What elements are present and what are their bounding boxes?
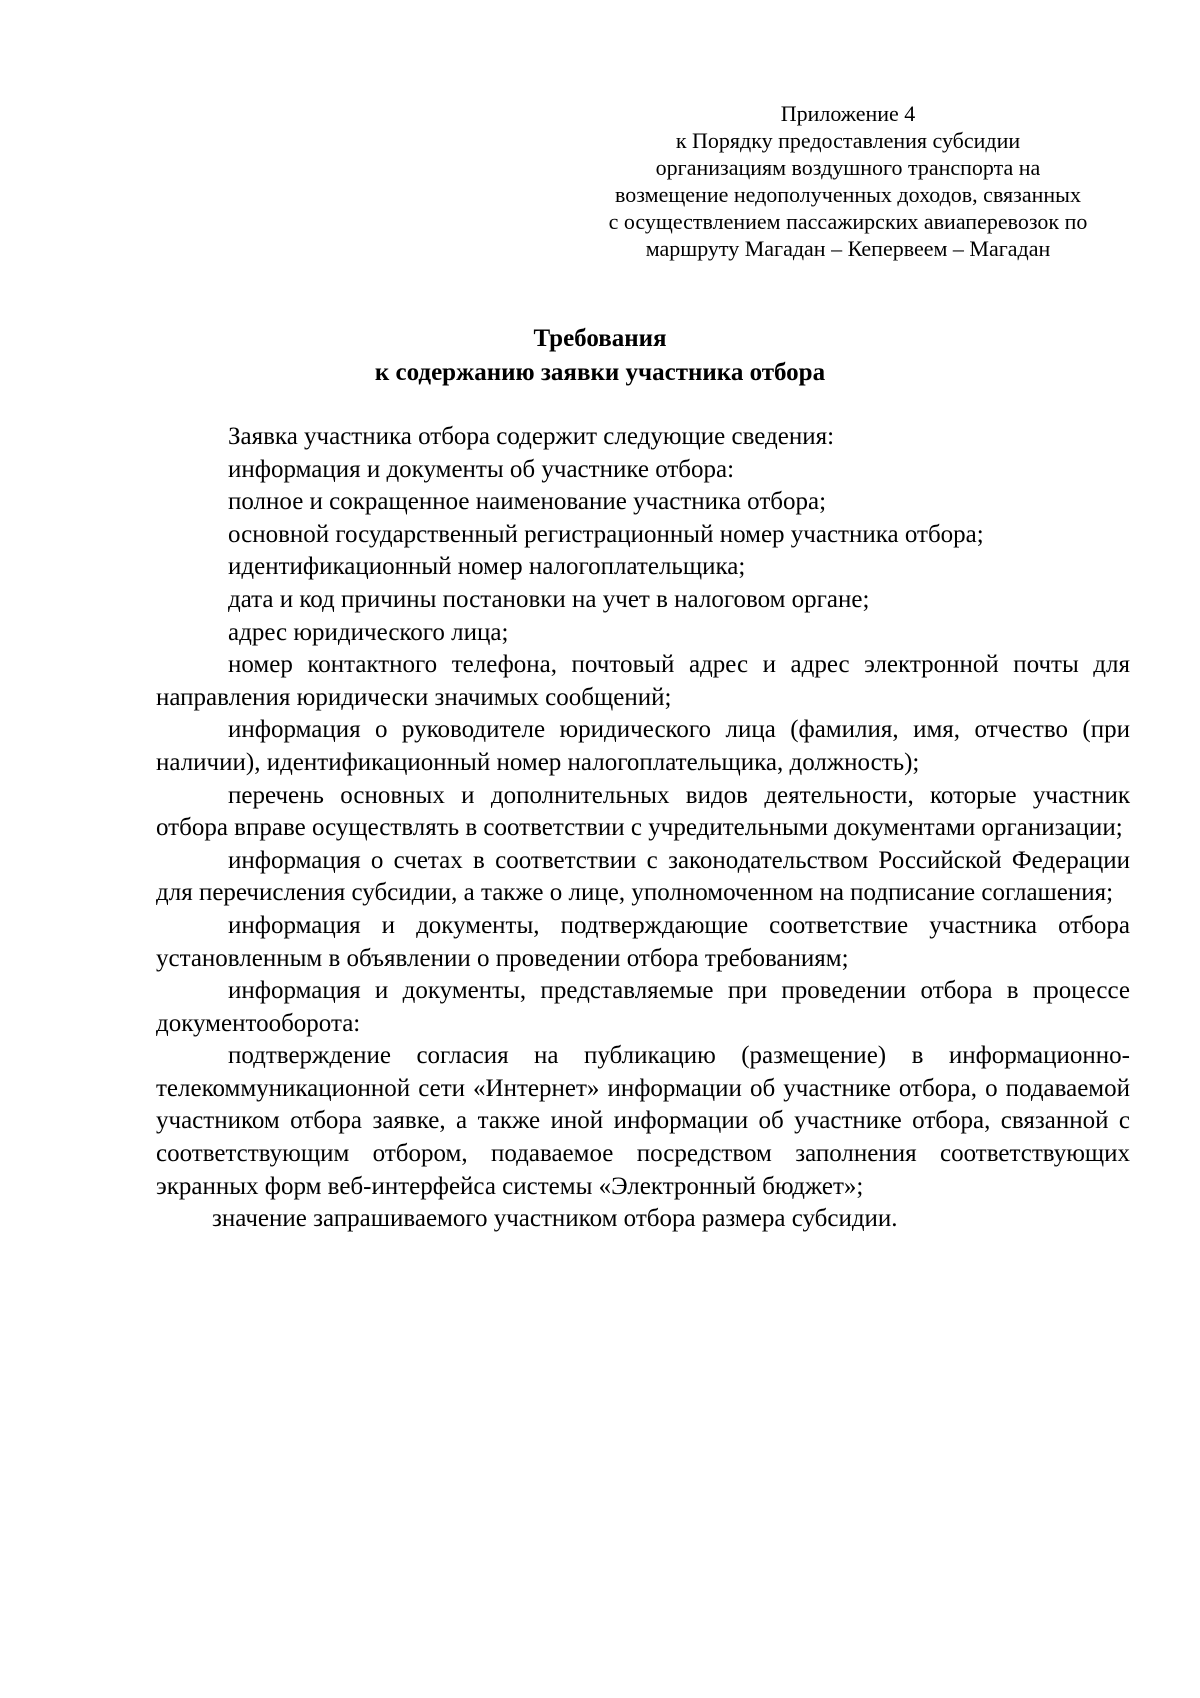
appendix-line: организациям воздушного транспорта на [655,155,1041,180]
paragraph: идентификационный номер налогоплательщика; [228,553,746,581]
appendix-line: к Порядку предоставления субсидии [675,128,1021,153]
paragraph: информация и документы, представляемые при проведении отбора в процессе документооборота: [156,977,1130,1037]
paragraph: номер контактного телефона, почтовый адрес и адрес электронной почты для направления юридически значимых сообщений; [156,651,1130,711]
paragraph: полное и сокращенное наименование участника отбора; [228,488,827,516]
document-title [150,322,1050,390]
paragraph: Заявка участника отбора содержит следующие сведения: [228,423,835,450]
appendix-line: с осуществлением пассажирских авиаперевозок по [608,209,1088,234]
paragraph: информация о руководителе юридического лица (фамилия, имя, отчество (при наличии), идентификационный номер налогоплательщика, должность); [156,716,1130,776]
paragraph: информация и документы, подтверждающие соответствие участника отбора установленным в объявлении о проведении отбора требованиям; [156,911,1130,972]
paragraph: основной государственный регистрационный номер участника отбора; [228,520,984,548]
paragraph: значение запрашиваемого участником отбора размера субсидии. [212,1205,898,1233]
paragraph: дата и код причины постановки на учет в налоговом органе; [228,585,870,613]
paragraph: адрес юридического лица; [228,618,509,646]
paragraph: подтверждение согласия на публикацию (размещение) в информационно-телекоммуникационной сети «Интернет» информации об участнике отбора, о подаваемой участником отбора заявке, а также иной информации об участнике отбора, связанной с соответствующим отбором, подаваемое посредством заполнения соответствующих экранных форм веб-интерфейса системы «Электронный бюджет»; [156,1042,1130,1200]
title-line-1: Требования [533,325,667,352]
paragraph: информация о счетах в соответствии с законодательством Российской Федерации для перечисления субсидии, а также о лице, уполномоченном на подписание соглашения; [156,846,1130,907]
appendix-line: возмещение недополученных доходов, связанных [615,182,1081,207]
appendix-line: маршруту Магадан – Кепервеем – Магадан [645,236,1051,261]
appendix-header [598,100,1098,262]
paragraph: информация и документы об участнике отбора: [228,455,735,483]
document-body [156,421,1130,1236]
title-line-2: к содержанию заявки участника отбора [374,359,826,386]
appendix-line: Приложение 4 [780,101,916,126]
paragraph: перечень основных и дополнительных видов деятельности, которые участник отбора вправе осуществлять в соответствии с учредительными документами организации; [156,781,1130,842]
